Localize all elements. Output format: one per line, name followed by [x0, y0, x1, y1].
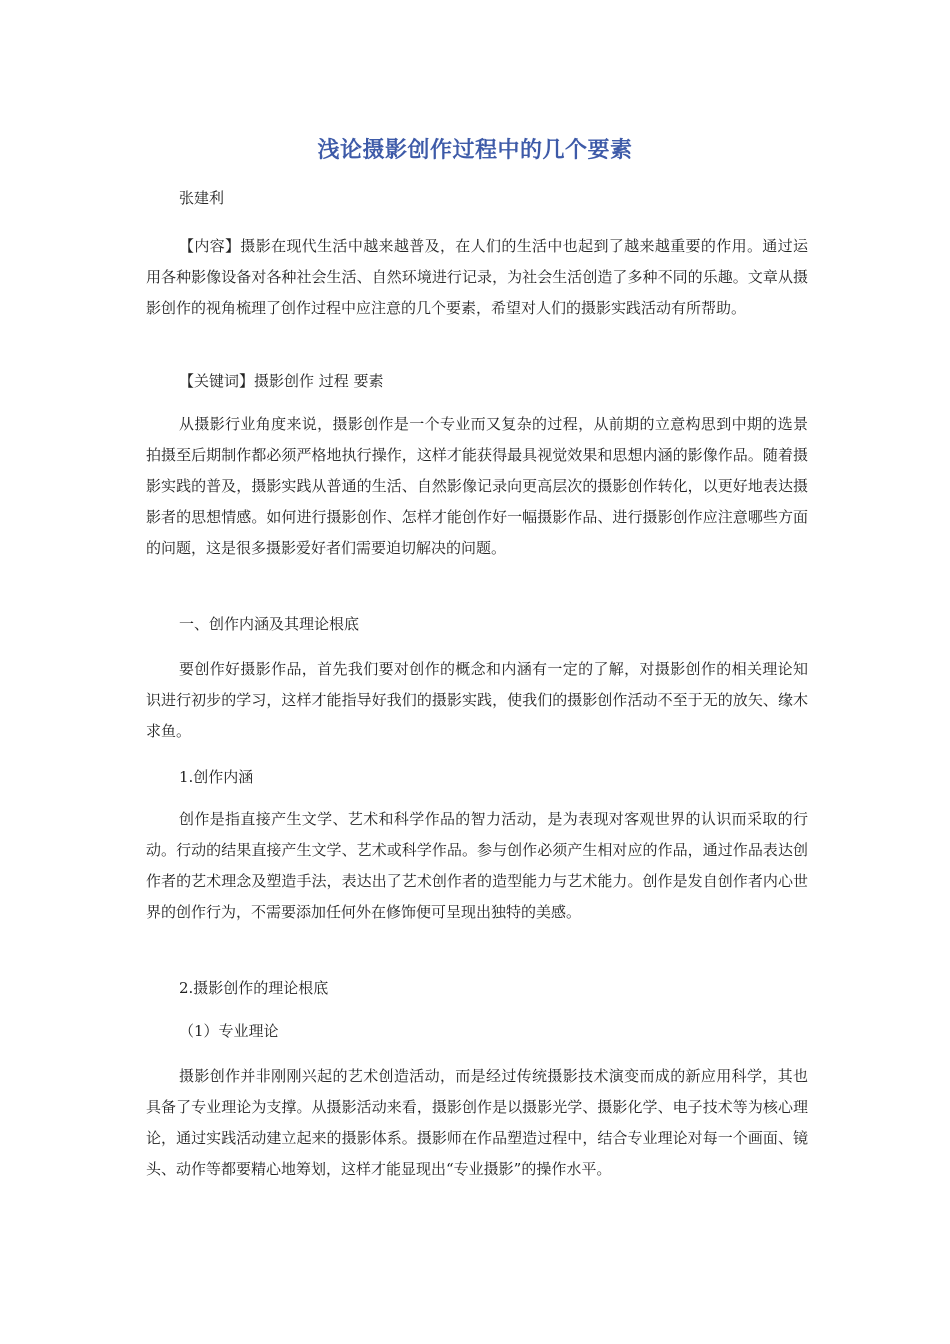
- subsection-heading-1: 1.创作内涵: [179, 768, 254, 786]
- subsection-heading-2: 2.摄影创作的理论根底: [179, 979, 329, 997]
- section-1-paragraph: 要创作好摄影作品，首先我们要对创作的概念和内涵有一定的了解，对摄影创作的相关理论知识进行初步的学习，这样才能指导好我们的摄影实践，使我们的摄影创作活动不至于无的放矢、缘木求鱼。: [146, 660, 808, 740]
- intro-paragraph: 从摄影行业角度来说，摄影创作是一个专业而又复杂的过程，从前期的立意构思到中期的选景拍摄至后期制作都必须严格地执行操作，这样才能获得最具视觉效果和思想内涵的影像作品。随着摄影实践的普及，摄影实践从普通的生活、自然影像记录向更高层次的摄影创作转化，以更好地表达摄影者的思想情感。如何进行摄影创作、怎样才能创作好一幅摄影作品、进行摄影创作应注意哪些方面的问题，这是很多摄影爱好者们需要迫切解决的问题。: [146, 415, 808, 557]
- section-heading-1: 一、创作内涵及其理论根底: [179, 615, 360, 633]
- subsection-2a-paragraph: 摄影创作并非刚刚兴起的艺术创造活动，而是经过传统摄影技术演变而成的新应用科学，其也具备了专业理论为支撑。从摄影活动来看，摄影创作是以摄影光学、摄影化学、电子技术等为核心理论，通过实践活动建立起来的摄影体系。摄影师在作品塑造过程中，结合专业理论对每一个画面、镜头、动作等都要精心地筹划，这样才能显现出“专业摄影”的操作水平。: [146, 1067, 808, 1178]
- keywords-paragraph: 【关键词】摄影创作 过程 要素: [179, 372, 384, 390]
- author-name: 张建利: [179, 189, 225, 207]
- article-title: 浅论摄影创作过程中的几个要素: [317, 138, 633, 163]
- subsection-1-paragraph: 创作是指直接产生文学、艺术和科学作品的智力活动，是为表现对客观世界的认识而采取的行动。行动的结果直接产生文学、艺术或科学作品。参与创作必须产生相对应的作品，通过作品表达创作者的艺术理念及塑造手法，表达出了艺术创作者的造型能力与艺术能力。创作是发自创作者内心世界的创作行为，不需要添加任何外在修饰便可呈现出独特的美感。: [146, 810, 808, 921]
- abstract-paragraph: 【内容】摄影在现代生活中越来越普及，在人们的生活中也起到了越来越重要的作用。通过运用各种影像设备对各种社会生活、自然环境进行记录，为社会生活创造了多种不同的乐趣。文章从摄影创作的视角梳理了创作过程中应注意的几个要素，希望对人们的摄影实践活动有所帮助。: [146, 237, 808, 317]
- subsection-heading-2a: （1）专业理论: [179, 1022, 279, 1040]
